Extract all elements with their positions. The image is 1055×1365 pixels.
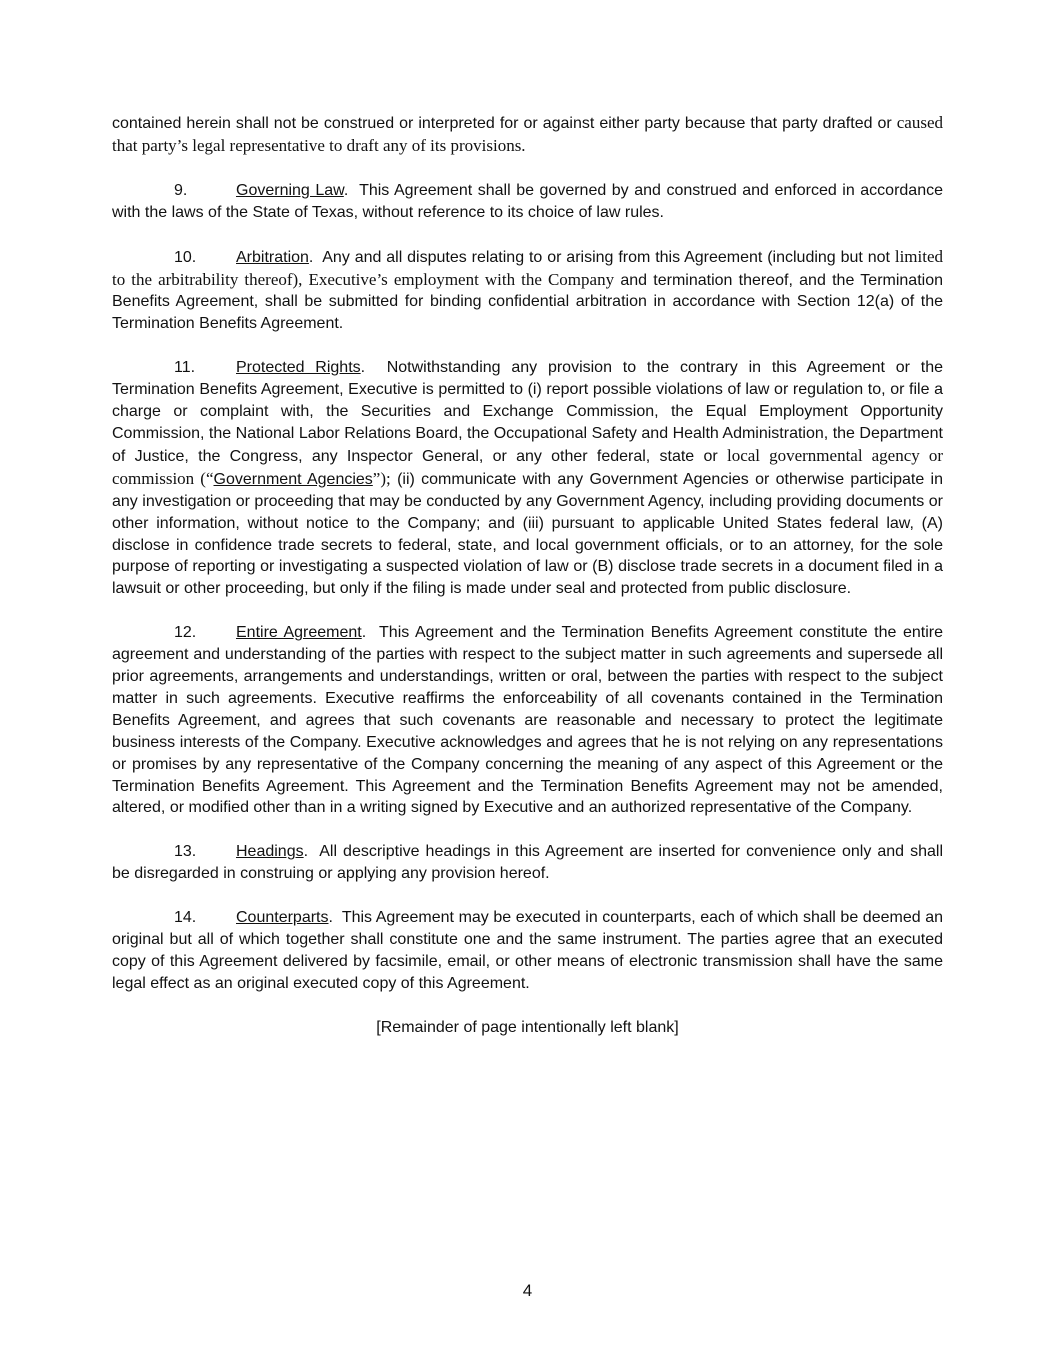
page-number: 4 xyxy=(522,1281,533,1300)
section-text-continued: and termination thereof, and the Termination Benefits Agreement, shall be submitted for binding confidential arbitration in accordance with Section 12(a) of the Termination Benefits Agreement. xyxy=(112,271,943,333)
section-number: 14. xyxy=(174,909,197,927)
section-text: Any and all disputes relating to or arising from this Agreement (including but not xyxy=(322,248,890,266)
section-11: 11. Protected Rights. Notwithstanding any provision to the contrary in this Agreement or the Termination Benefits Agreement, Executive is permitted to (i) report possible violations of law or regulation to, or file a charge or complaint with, the Securities and Exchange Commission, the Equal Employment Opportunity Commission, the National Labor Relations Board, the Occupational Safety and Health Administration, the Department of Justice, the Congress, any Inspector General, or any other federal, state or local governmental agency or commission (“Government Agencies”); (ii) communicate with any Government Agencies or otherwise participate in any investigation or proceeding that may be conducted by any Government Agency, including providing documents or other information, without notice to the Company; and (iii) pursuant to applicable United States federal law, (A) disclose in confidence trade secrets to federal, state, and local government officials, or to an attorney, for the sole purpose of reporting or investigating a suspected violation of law or (B) disclose trade secrets in a document filed in a lawsuit or other proceeding, but only if the filing is made under seal and protected from public disclosure. xyxy=(112,359,944,598)
section-number: 11. xyxy=(174,359,196,377)
section-text: All descriptive headings in this Agreement are inserted for convenience only and shall be disregarded in construing or applying any provision hereof. xyxy=(112,843,944,883)
section-number: 10. xyxy=(174,248,197,266)
section-text-serif: limited to the arbitrability thereof), Executive’s employment with the Company xyxy=(112,246,944,289)
section-text: This Agreement shall be governed by and construed and enforced in accordance with the laws of the State of Texas, without reference to its choice of law rules. xyxy=(112,181,944,221)
section-text-serif-close: ”); xyxy=(372,468,391,488)
remainder-note: [Remainder of page intentionally left blank] xyxy=(376,1018,679,1036)
section-text-continued: (ii) communicate with any Government Agencies or otherwise participate in any investigation or proceeding that may be conducted by any Government Agency, including providing documents or other information, without notice to the Company; and (iii) pursuant to applicable United States federal law, (A) disclose in confidence trade secrets to federal, state, and local government officials, or to an attorney, for the sole purpose of reporting or investigating a suspected violation of law or (B) disclose trade secrets in a document filed in a lawsuit or other proceeding, but only if the filing is made under seal and protected from public disclosure. xyxy=(112,470,944,598)
section-text: This Agreement may be executed in counterparts, each of which shall be deemed an original but all of which together shall constitute one and the same instrument. The parties agree that an executed copy of this Agreement delivered by facsimile, email, or other means of electronic transmission shall have the same legal effect as an original executed copy of this Agreement. xyxy=(112,909,943,992)
document-page xyxy=(112,112,943,1039)
section-number: 12. xyxy=(174,624,197,642)
section-number: 9. xyxy=(174,181,188,199)
intro-paragraph xyxy=(112,112,943,158)
section-text: Notwithstanding any provision to the contrary in this Agreement or the Termination Benefits Agreement, Executive is permitted to (i) report possible violations of law or regulation to, or file a charge or complaint with, the Securities and Exchange Commission, the Equal Employment Opportunity Commission, the National Labor Relations Board, the Occupational Safety and Health Administration, the Department of Justice, the Congress, any Inspector General, or any other federal, state or xyxy=(112,359,943,465)
section-14: 14. Counterparts. This Agreement may be executed in counterparts, each of which shall be deemed an original but all of which together shall constitute one and the same instrument. The parties agree that an executed copy of this Agreement delivered by facsimile, email, or other means of electronic transmission shall have the same legal effect as an original executed copy of this Agreement. xyxy=(112,909,943,992)
section-12: 12. Entire Agreement. This Agreement and the Termination Benefits Agreement constitute the entire agreement and understanding of the parties with respect to the subject matter in such agreements and supersede all prior agreements, arrangements and understandings, written or oral, between the parties with respect to the subject matter in such agreements. Executive reaffirms the enforceability of all covenants contained in the Termination Benefits Agreement, and agrees that such covenants are reasonable and necessary to protect the legitimate business interests of the Company. Executive acknowledges and agrees that he is not relying on any representations or promises by any representative of the Company concerning the meaning of any aspect of this Agreement or the Termination Benefits Agreement. This Agreement and the Termination Benefits Agreement may not be amended, altered, or modified other than in a writing signed by Executive and an authorized representative of the Company. xyxy=(112,624,943,817)
defined-term: Government Agencies xyxy=(213,470,373,488)
section-10: 10. Arbitration. Any and all disputes relating to or arising from this Agreement (including but not limited to the arbitrability thereof), Executive’s employment with the Company and termination thereof, and the Termination Benefits Agreement, shall be submitted for binding confidential arbitration in accordance with Section 12(a) of the Termination Benefits Agreement. xyxy=(112,246,944,333)
section-text: This Agreement and the Termination Benefits Agreement constitute the entire agreement and understanding of the parties with respect to the subject matter in such agreements and supersede all prior agreements, arrangements and understandings, written or oral, between the parties with respect to the subject matter in such agreements. Executive reaffirms the enforceability of all covenants contained in the Termination Benefits Agreement, and agrees that such covenants are reasonable and necessary to protect the legitimate business interests of the Company. Executive acknowledges and agrees that he is not relying on any representations or promises by any representative of the Company concerning the meaning of any aspect of this Agreement or the Termination Benefits Agreement. This Agreement and the Termination Benefits Agreement may not be amended, altered, or modified other than in a writing signed by Executive and an authorized representative of the Company. xyxy=(112,624,943,817)
section-heading: Counterparts xyxy=(236,909,329,927)
section-9: 9. Governing Law. This Agreement shall be governed by and construed and enforced in accordance with the laws of the State of Texas, without reference to its choice of law rules. xyxy=(112,181,944,221)
section-number: 13. xyxy=(174,843,197,861)
section-heading: Governing Law xyxy=(236,181,344,199)
section-heading: Protected Rights xyxy=(236,359,361,377)
intro-line-2: caused that party’s legal representative to draft any of its provisions. xyxy=(112,113,943,155)
section-text-serif: local governmental agency or commission (“ xyxy=(112,445,943,488)
intro-line-1: contained herein shall not be construed or interpreted for or against either party because that party drafted or xyxy=(112,115,892,132)
section-heading: Headings xyxy=(236,843,304,861)
section-heading: Entire Agreement xyxy=(236,624,362,642)
section-heading: Arbitration xyxy=(236,248,309,266)
section-13: 13. Headings. All descriptive headings in this Agreement are inserted for convenience only and shall be disregarded in construing or applying any provision hereof. xyxy=(112,843,944,883)
